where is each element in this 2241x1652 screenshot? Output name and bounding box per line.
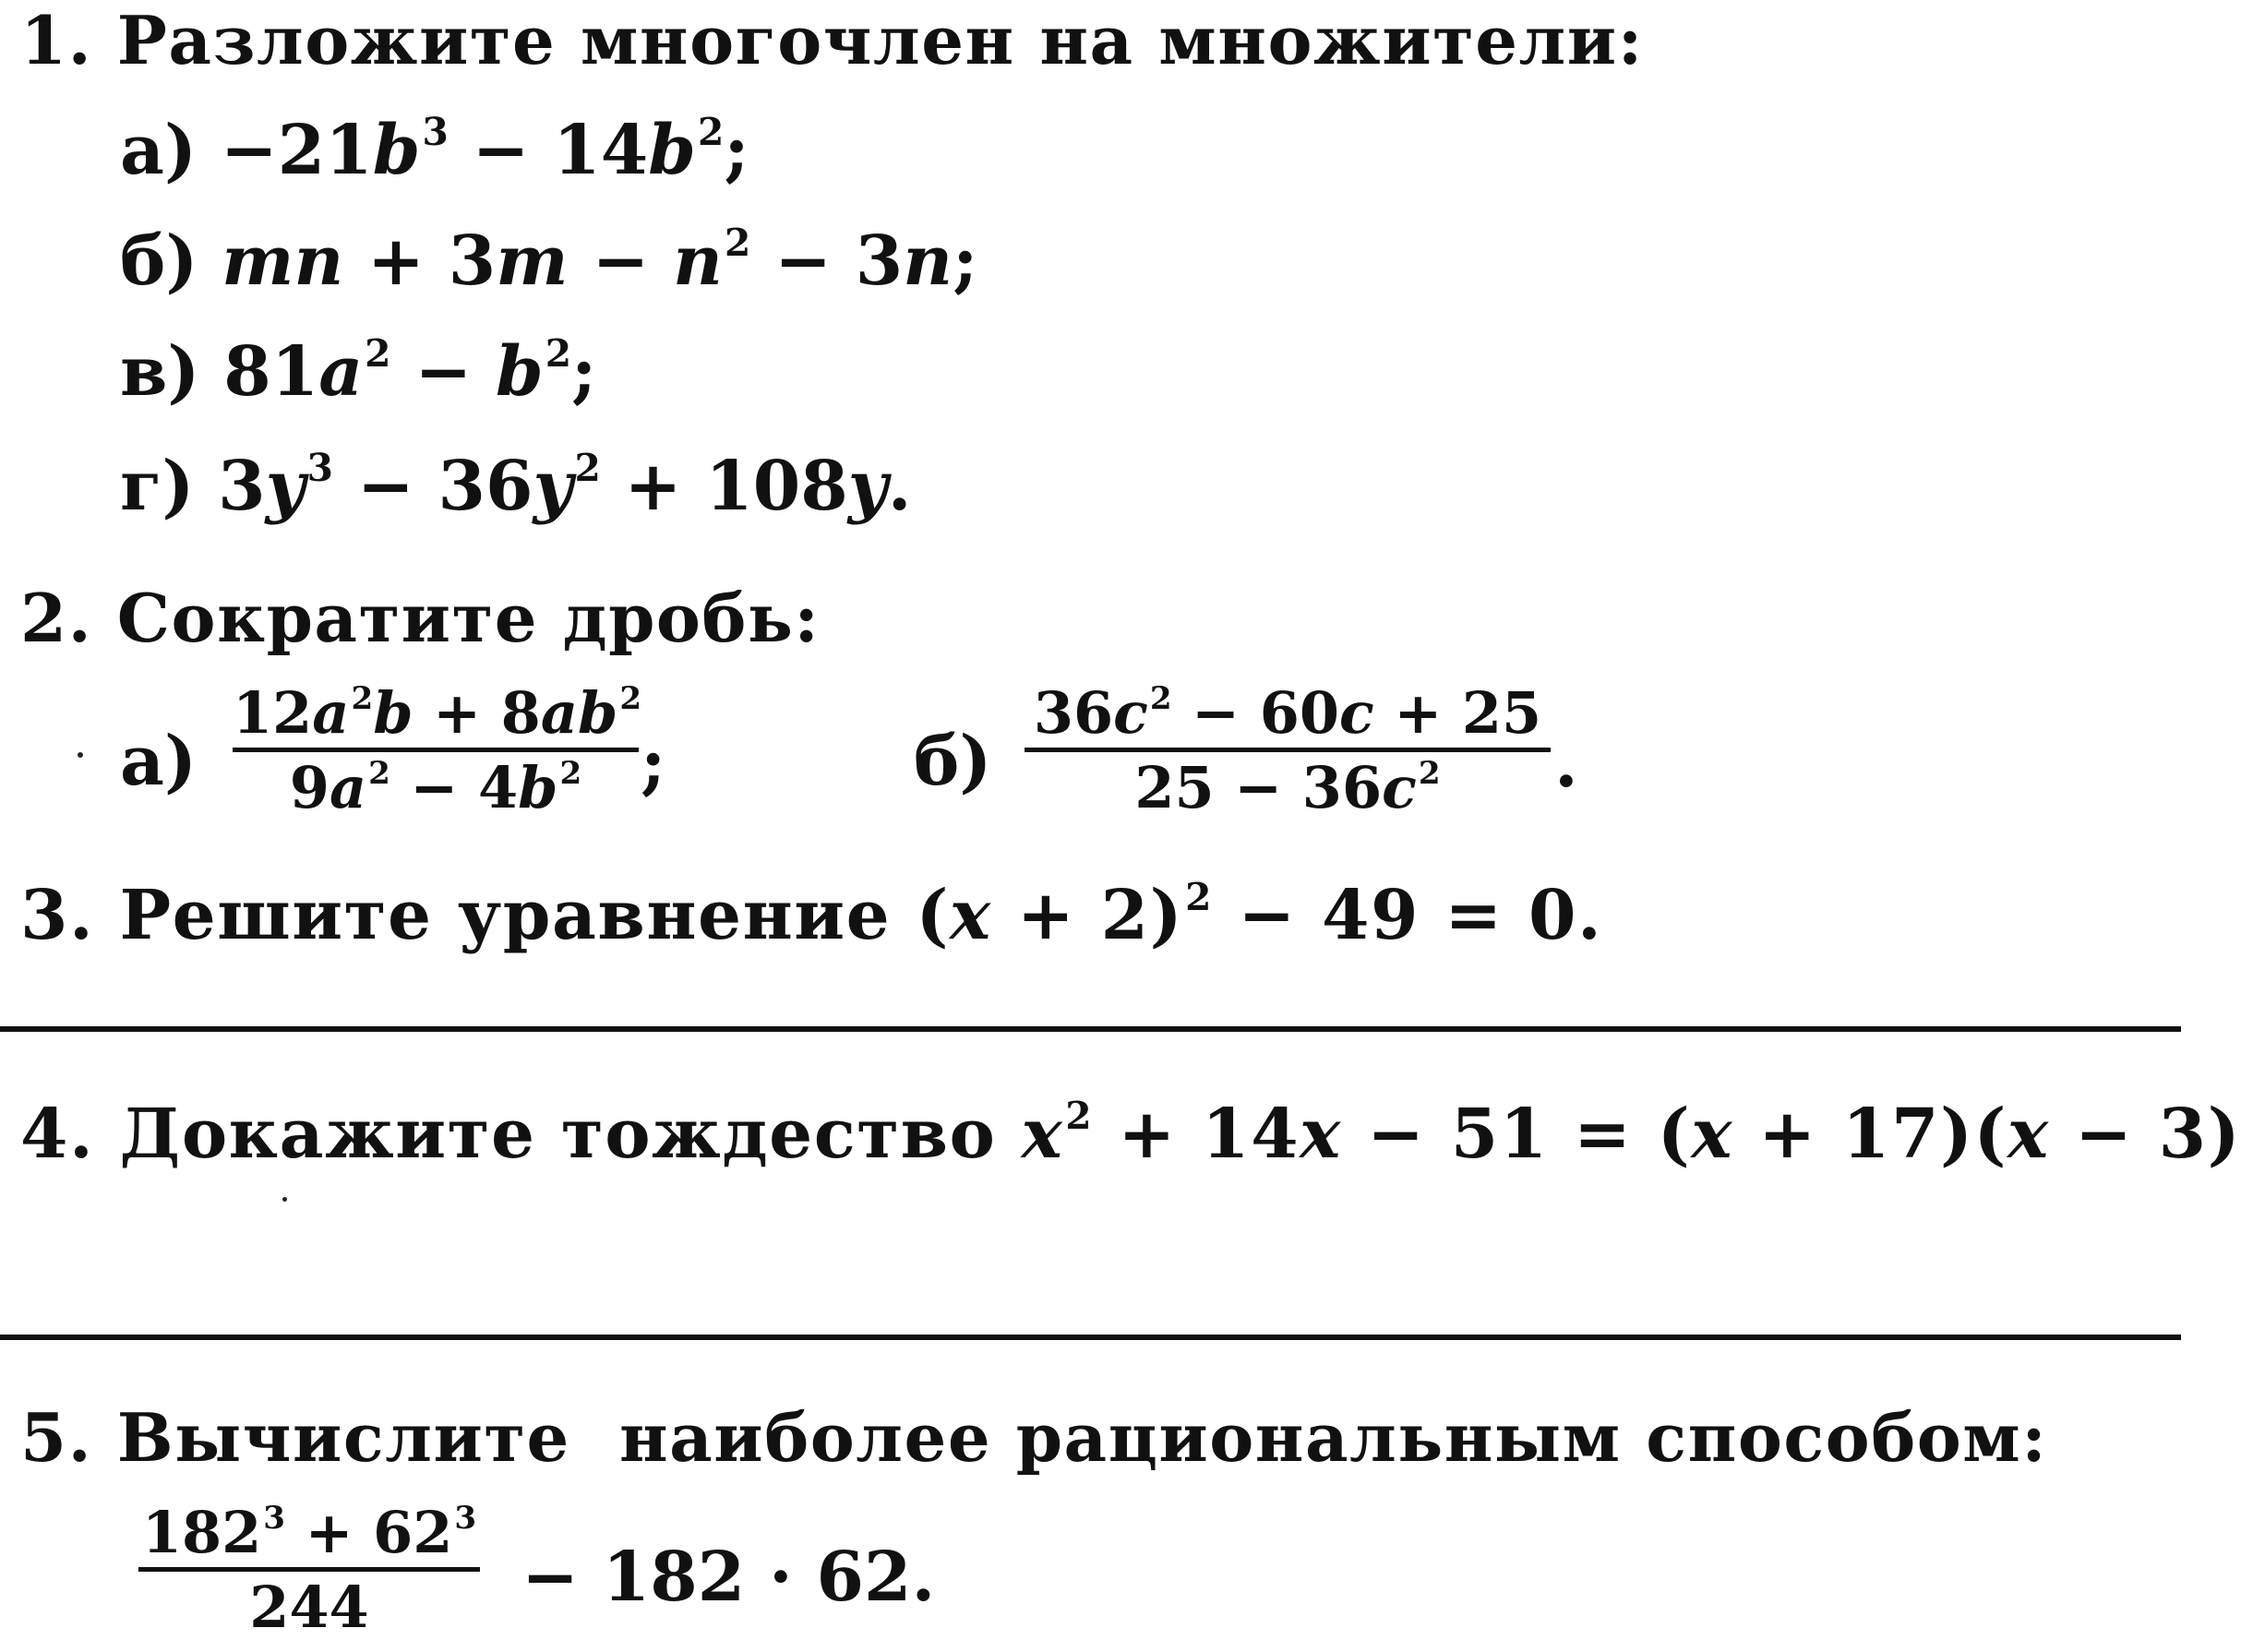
task5-number: 5. — [20, 1398, 93, 1477]
fraction-bar — [138, 1567, 480, 1572]
speck-mark — [78, 752, 83, 758]
task1-item-g-expression: $3y^3 - 36y^2 + 108y$. — [218, 446, 912, 526]
task2-item-b-label: б) — [914, 722, 992, 801]
task5-fraction — [138, 1499, 480, 1641]
task2-item-b-denominator: $25 - 36c^2$ — [1134, 754, 1441, 821]
task1-item-v-label: в) — [120, 332, 200, 412]
task4-line — [20, 1094, 2241, 1174]
task3-text: Решите уравнение — [119, 876, 892, 955]
task1-item-a-label: а) — [120, 111, 197, 190]
task3-line — [20, 875, 1603, 955]
task1-item-a-expression: $-21b^3 - 14b^2$; — [220, 110, 749, 190]
task1-item-a — [120, 110, 749, 190]
task1-heading: Разложите многочлен на множители: — [116, 1, 1644, 79]
task1-item-g — [120, 446, 912, 526]
task1-item-b-label: б) — [120, 221, 198, 301]
task4-identity: $x^2 + 14x - 51 = (x + 17)(x - 3)$ — [1021, 1094, 2241, 1174]
task1-item-b-expression: mn + $3m - n^2 - 3n$; — [222, 221, 978, 301]
task1-heading-line — [20, 1, 1644, 79]
divider-line-1 — [0, 1026, 2181, 1032]
task5-denominator: 244 — [249, 1574, 369, 1641]
task2-item-a-label-line — [120, 722, 197, 801]
speck-mark — [282, 1197, 287, 1202]
task3-equation: $(x + 2)^2 - 49 = 0$. — [916, 875, 1603, 955]
fraction-bar — [1025, 748, 1551, 752]
task2-number: 2. — [20, 579, 93, 657]
task2-item-b-period: . — [1554, 724, 1578, 803]
task4-text: Докажите тождество — [119, 1095, 997, 1174]
task1-item-v-expression: $81a^2 - b^2$; — [223, 331, 597, 412]
task2-item-a-semicolon: ; — [641, 724, 666, 803]
divider-line-2 — [0, 1335, 2181, 1340]
task1-item-v — [120, 331, 597, 412]
task2-item-b-numerator: $36c^2 - 60c + 25$ — [1033, 679, 1542, 747]
task2-heading: Сократите дробь: — [116, 579, 821, 657]
task1-number: 1. — [20, 1, 93, 79]
fraction-bar — [233, 748, 639, 752]
task2-heading-line — [20, 579, 821, 657]
task2-item-a-denominator: $9a^2 - 4b^2$ — [289, 754, 582, 821]
task1-item-g-label: г) — [120, 447, 195, 526]
task5-heading-line — [20, 1398, 2048, 1477]
task5-heading: Вычислите наиболее рациональным способом: — [116, 1398, 2048, 1477]
task3-number: 3. — [20, 876, 95, 955]
task2-item-a-fraction — [233, 679, 642, 821]
task5-numerator: $182^3 + 62^3$ — [141, 1499, 477, 1566]
task4-number: 4. — [20, 1095, 95, 1174]
task2-item-a-numerator: $12a^2b + 8ab^2$ — [233, 679, 642, 747]
task5-remainder: − 182 · 62. — [521, 1538, 936, 1617]
task1-item-b — [120, 221, 978, 301]
task2-item-b-label-line — [914, 722, 992, 801]
task2-item-b-fraction — [1025, 679, 1551, 821]
task2-item-a-label: а) — [120, 722, 197, 801]
